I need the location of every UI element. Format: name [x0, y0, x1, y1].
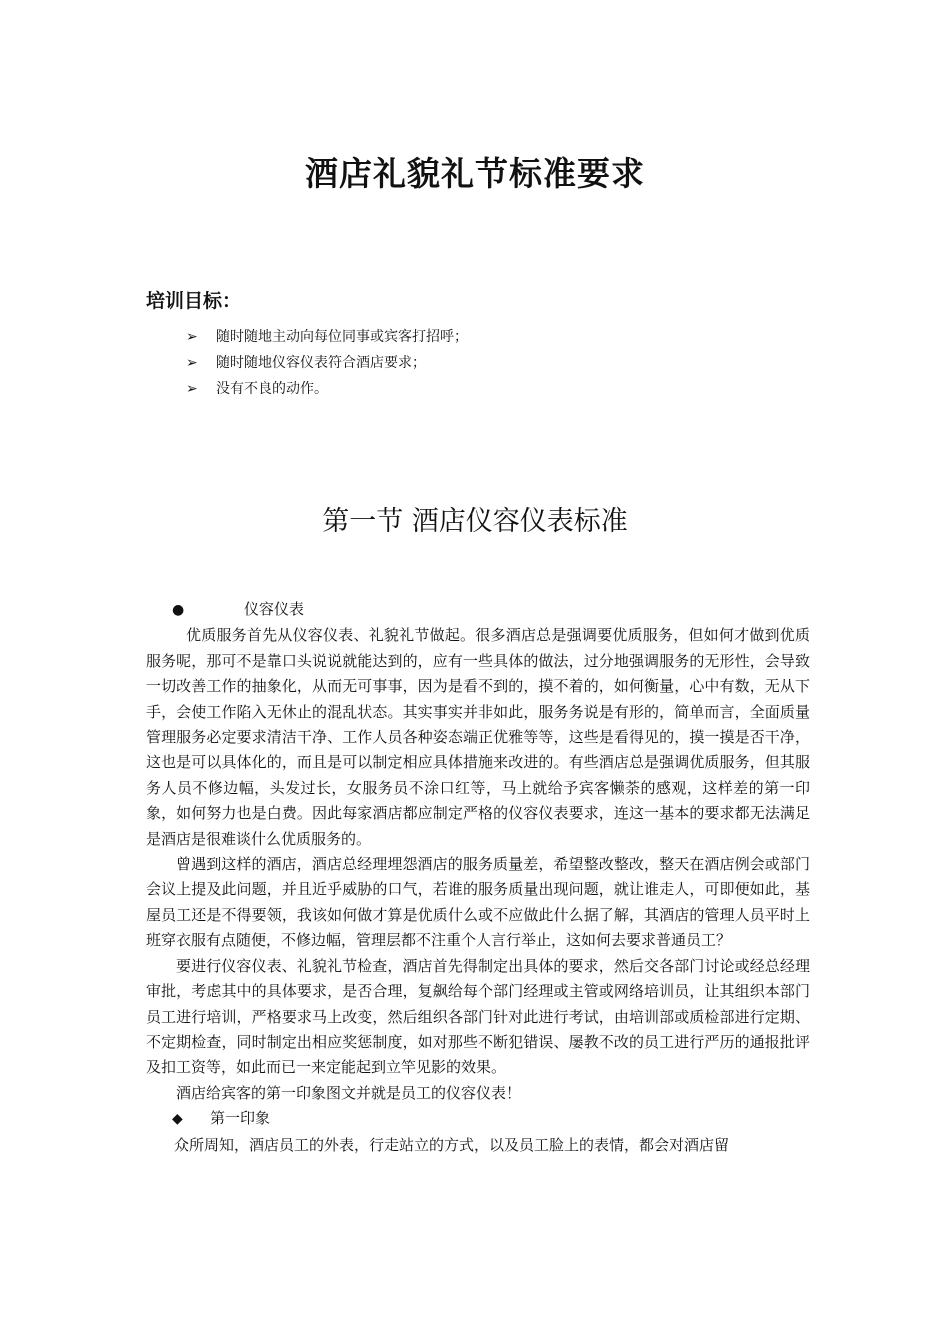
paragraph: 众所周知，酒店员工的外表，行走站立的方式，以及员工脸上的表情，都会对酒店留: [174, 1135, 730, 1154]
list-item: [186, 350, 468, 376]
goal-text: 没有不良的动作。: [216, 381, 328, 397]
list-item: [186, 376, 468, 402]
arrow-bullet-icon: ➢: [186, 355, 198, 371]
bullet-item-label: 第一印象: [210, 1109, 271, 1128]
training-goals-list: [186, 324, 468, 402]
paragraph: 曾遇到这样的酒店，酒店总经理埋怨酒店的服务质量差，希望整改整改，整天在酒店例会或部门会议上提及此问题，并且近乎威胁的口气，若谁的服务质量出现问题，就让谁走人，可即便如此，基屋员工还是不得要领，我该如何做才算是优质什么或不应做此什么据了解，其酒店的管理人员平时上班穿衣服有点随便，不修边幅，管理层都不注重个人言行举止，这如何去要求普通员工？: [146, 855, 810, 950]
document-body: [146, 597, 810, 1158]
arrow-bullet-icon: ➢: [186, 329, 198, 345]
bullet-item-label: 仪容仪表: [244, 600, 305, 618]
paragraph: 要进行仪容仪表、礼貌礼节检查，酒店首先得制定出具体的要求，然后交各部门讨论或经总经理审批，考虑其中的具体要求，是否合理，复飙给每个部门经理或主管或网络培训员，让其组织本部门员工进行培训，严格要求马上改变，然后组织各部门针对此进行考试，由培训部或质检部进行定期、不定期检查，同时制定出相应奖惩制度，如对那些不断犯错误、屡教不改的员工进行严历的通报批评及扣工资等，如此而已一来定能起到立竿见影的效果。: [146, 956, 810, 1077]
bullet-item-appearance: [146, 597, 810, 623]
paragraph: 优质服务首先从仪容仪表、礼貌礼节做起。很多酒店总是强调要优质服务，但如何才做到优质服务呢，那可不是靠口头说说就能达到的，应有一些具体的做法，过分地强调服务的无形性，会导致一切改善工作的抽象化，从而无可事事，因为是看不到的，摸不着的，如何衡量，心中有数，无从下手，会使工作陷入无休止的混乱状态。其实事实并非如此，服务务说是有形的，简单而言，全面质量管理服务必定要求清洁干净、工作人员各种姿态端正优雅等等，这些是看得见的，摸一摸是否干净，这也是可以具体化的，而且是可以制定相应具体措施来改进的。有些酒店总是强调优质服务，但其服务人员不修边幅，头发过长，女服务员不涂口红等，马上就给予宾客懒荼的感观，这样差的第一印象，如何努力也是白费。因此每家酒店都应制定严格的仪容仪表要求，连这一基本的要求都无法满足是酒店是很难谈什么优质服务的。: [146, 626, 810, 848]
training-goals-heading: 培训目标：: [146, 290, 242, 312]
paragraph: 酒店给宾客的第一印象图文并就是员工的仪容仪表！: [176, 1083, 522, 1102]
diamond-bullet-icon: ◆: [172, 1111, 183, 1128]
goal-text: 随时随地主动向每位同事或宾客打招呼；: [216, 329, 468, 345]
section-title: 第一节 酒店仪容仪表标准: [322, 506, 628, 538]
document-title: 酒店礼貌礼节标准要求: [305, 154, 645, 194]
bullet-item-first-impression: [146, 1106, 810, 1132]
arrow-bullet-icon: ➢: [186, 381, 198, 397]
goal-text: 随时随地仪容仪表符合酒店要求；: [216, 355, 426, 371]
list-item: [186, 324, 468, 350]
dot-bullet-icon: ●: [172, 602, 185, 618]
